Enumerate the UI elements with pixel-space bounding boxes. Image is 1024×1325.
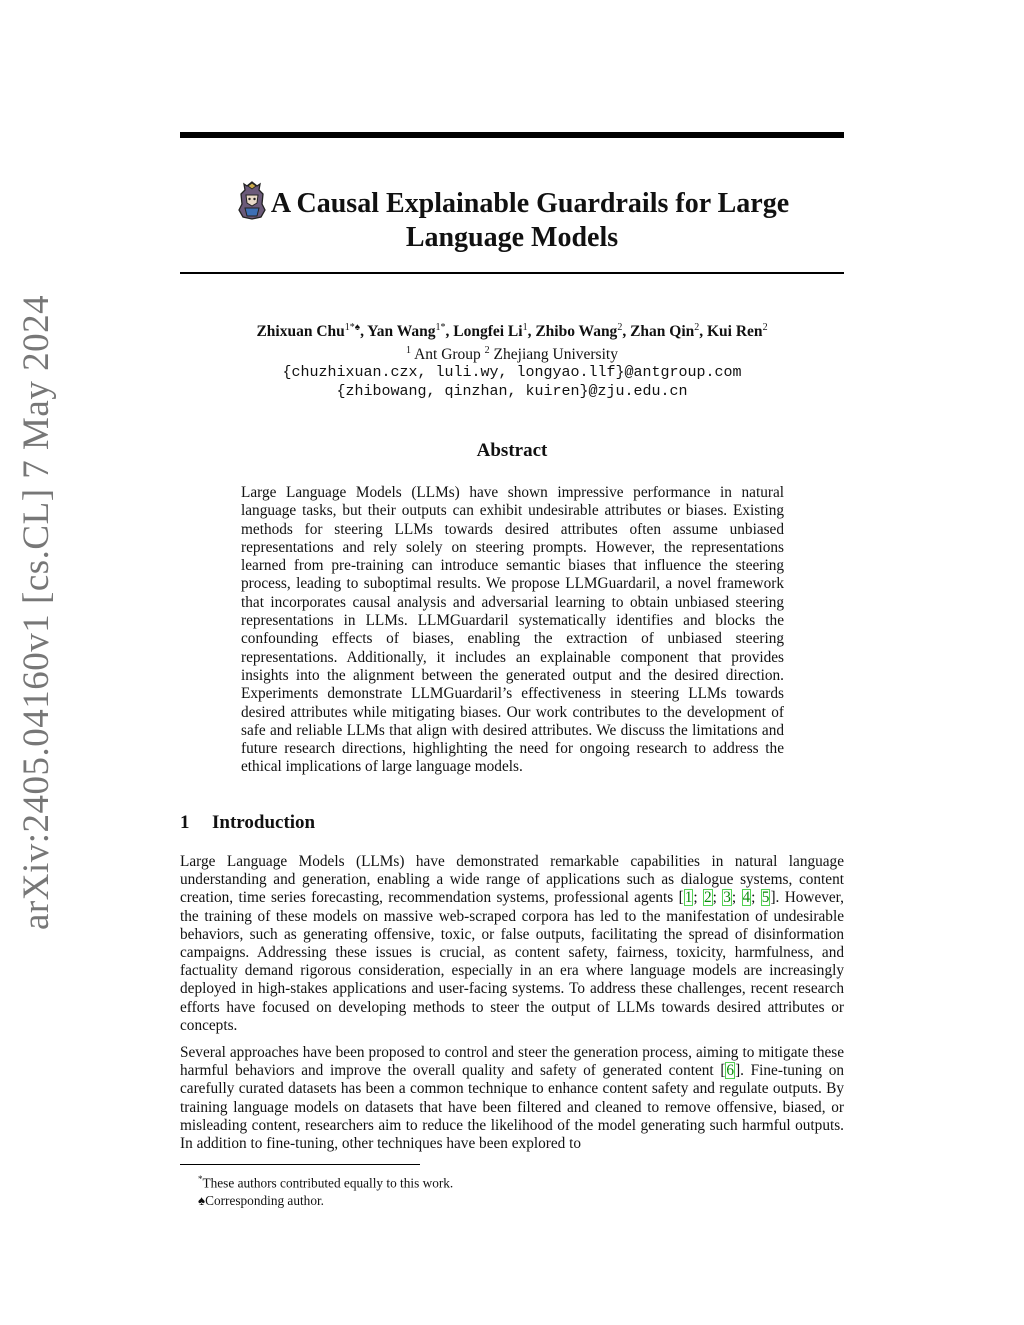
- title-top-rule: [180, 132, 844, 138]
- citation-link[interactable]: 1: [684, 889, 693, 907]
- title-line-2: Language Models: [405, 222, 619, 253]
- citation-link[interactable]: 5: [761, 889, 770, 907]
- arxiv-stamp: arXiv:2405.04160v1 [cs.CL] 7 May 2024: [16, 294, 57, 930]
- title-line-1: A Causal Explainable Guardrails for Large: [270, 188, 790, 219]
- citation-link[interactable]: 3: [723, 889, 731, 907]
- author-names: Zhixuan Chu$^{1*♠}$, Yan Wang$^{1*}$, Longfei Li$^1$, Zhibo Wang$^2$, Zhan Qin$^2$, Kui Ren$^2$: [256, 322, 768, 341]
- section-title: Introduction: [212, 812, 316, 833]
- author-sup: 1*: [435, 322, 446, 333]
- citation-link[interactable]: 2: [703, 889, 712, 907]
- affiliations: $^1$ Ant Group $^2$ Zhejiang University: [406, 345, 618, 364]
- author-sup: 1: [522, 322, 528, 333]
- citation-link[interactable]: 6: [726, 1062, 735, 1080]
- knight-mascot-icon: [235, 180, 269, 220]
- email-line-1: {chuzhixuan.czx, luli.wy, longyao.llf}@antgroup.com: [282, 364, 742, 382]
- author-block: [180, 318, 844, 401]
- footnote-2: ♠Corresponding author.: [198, 1193, 324, 1209]
- author-sup: 2: [762, 322, 768, 333]
- author-name: Yan Wang: [367, 323, 436, 341]
- author-name: Zhibo Wang: [535, 323, 618, 341]
- author-name: Longfei Li: [453, 323, 523, 341]
- author-name: Zhixuan Chu: [256, 323, 345, 341]
- author-sup: 2: [694, 322, 700, 333]
- affiliation-2: Zhejiang University: [493, 346, 618, 364]
- author-name: Zhan Qin: [630, 323, 695, 341]
- abstract-heading: Abstract: [476, 440, 548, 461]
- section-heading: [180, 812, 315, 834]
- footnotes: [198, 1170, 453, 1210]
- paper-title: [180, 180, 844, 255]
- author-name: Kui Ren: [707, 323, 763, 341]
- paragraph-2: Several approaches have been proposed to control and steer the generation process, aiming to mitigate these harmful behaviors and improve the overall quality and safety of generated content [6]. Fine-tuning on carefully curated datasets has been a common technique to enhance content safety and regulate outputs. By training language models on datasets that have been filtered and cleaned to remove offensive, biased, or misleading content, researchers aim to reduce the likelihood of the model generating such harmful outputs. In addition to fine-tuning, other techniques have been explored to: [180, 1044, 844, 1153]
- title-bottom-rule: [180, 272, 844, 274]
- email-line-2: {zhibowang, qinzhan, kuiren}@zju.edu.cn: [336, 382, 688, 400]
- affiliation-1: Ant Group: [414, 346, 481, 364]
- paragraph-1: Large Language Models (LLMs) have demonstrated remarkable capabilities in natural language understanding and generation, enabling a wide range of applications such as dialogue systems, content creation, time series forecasting, recommendation systems, professional agents [1; 2; 3; 4; 5]. However, the training of these models on massive web-scraped corpora has led to the manifestation of undesirable behaviors, such as generating offensive, toxic, or false outputs, facilitating the spread of disinformation campaigns. Addressing these issues is crucial, as content safety, fairness, toxicity, harmfulness, and factuality demand rigorous consideration, especially in an era where language models are increasingly deployed in high-stakes applications and user-facing systems. To address these challenges, recent research efforts have focused on developing methods to steer the output of LLMs towards desired attributes or concepts.: [180, 853, 844, 1034]
- footnote-1: *These authors contributed equally to this work.: [198, 1174, 454, 1191]
- section-body: [180, 853, 844, 1162]
- author-sup: 2: [617, 322, 623, 333]
- citation-link[interactable]: 4: [742, 889, 751, 907]
- footnote-rule: [180, 1164, 420, 1165]
- abstract-text: Large Language Models (LLMs) have shown impressive performance in natural language tasks, but their outputs can exhibit undesirable attributes or biases. Existing methods for steering LLMs towards desired attributes often assume unbiased representations and rely solely on steering prompts. However, the representations learned from pre-training can introduce semantic biases that influence the steering process, leading to suboptimal results. We propose LLMGuardaril, a novel framework that incorporates causal analysis and adversarial learning to obtain unbiased steering representations in LLMs. LLMGuardaril systematically identifies and blocks the confounding effects of biases, enabling the extraction of unbiased steering representations. Additionally, it includes an explainable component that provides insights into the alignment between the generated output and the desired direction. Experiments demonstrate LLMGuardaril’s effectiveness in steering LLMs towards desired attributes while mitigating biases. Our work contributes to the development of safe and reliable LLMs that align with desired attributes. We discuss the limitations and future research directions, highlighting the need for ongoing research to address the ethical implications of large language models.: [241, 484, 784, 776]
- author-sup: 1*♠: [344, 322, 361, 333]
- section-number: 1: [180, 812, 190, 833]
